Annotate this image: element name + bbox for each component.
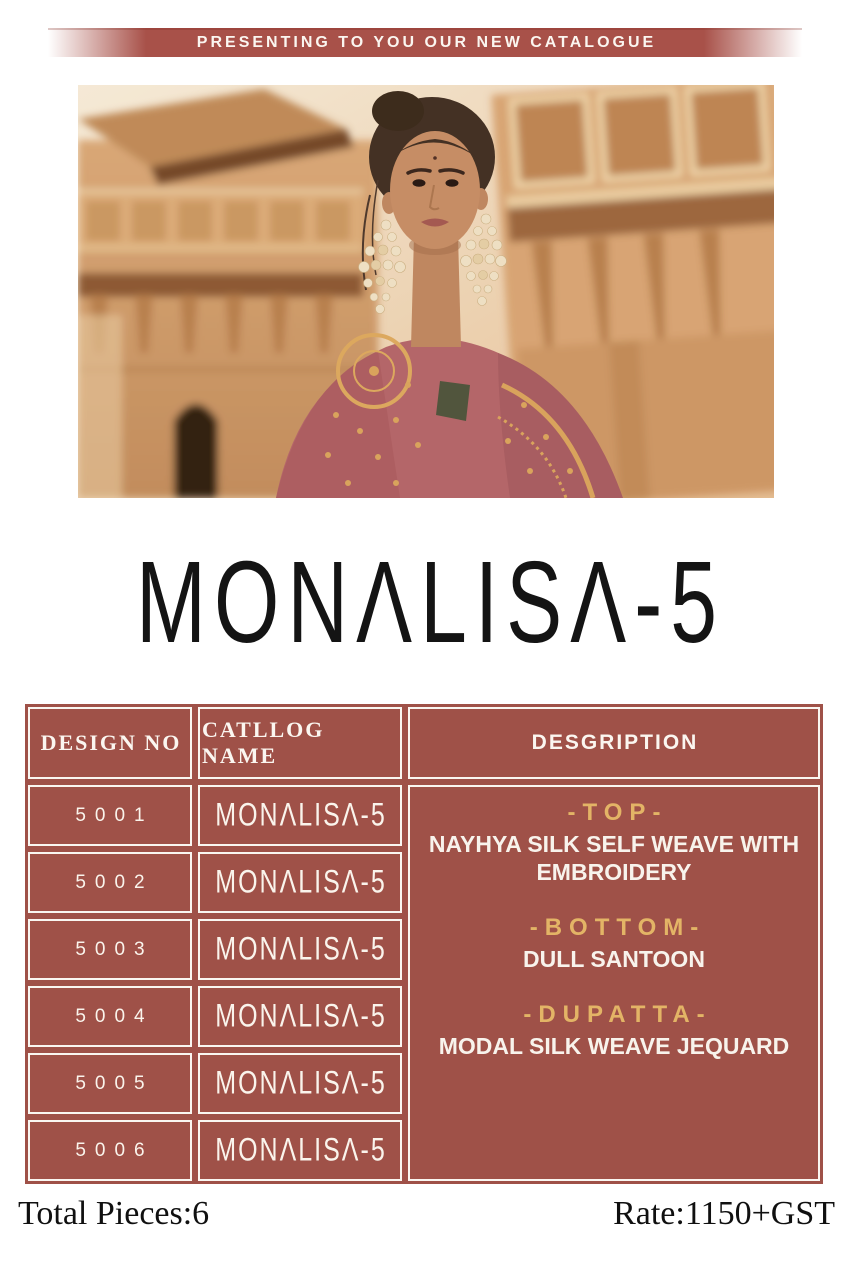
header-design-no: [25, 704, 195, 782]
header-description: [405, 704, 823, 782]
design-no-value: 5002: [75, 871, 154, 893]
model-photo-illustration: [78, 85, 774, 498]
description-cell: [405, 782, 823, 1184]
table-row-catalog-name: [195, 916, 405, 983]
design-no-value: 5006: [75, 1139, 154, 1161]
description-top-heading: -TOP-: [567, 799, 668, 826]
description-bottom-body: DULL SANTOON: [523, 946, 705, 973]
description-dupatta-body: MODAL SILK WEAVE JEQUARD: [438, 1033, 790, 1060]
header-catalog-name-label: CATLLOG NAME: [202, 717, 325, 768]
description-top-body: NAYHYA SILK SELF WEAVE WITH EMBROIDERY: [428, 831, 800, 886]
description-bottom-heading: -BOTTOM-: [529, 914, 706, 942]
design-no-value: 5003: [75, 938, 154, 960]
table-row-design-no: [25, 916, 195, 983]
header-description-label: DESGRIPTION: [531, 731, 699, 754]
catalog-name-value: MONΛLISΛ-5: [215, 997, 387, 1035]
table-row-design-no: [25, 983, 195, 1050]
table-row-design-no: [25, 849, 195, 916]
design-no-value: 5001: [75, 804, 154, 826]
catalog-name-value: MONΛLISΛ-5: [215, 796, 387, 834]
table-row-design-no: [25, 1117, 195, 1184]
catalog-name-value: MONΛLISΛ-5: [215, 1064, 387, 1102]
description-dupatta-heading: -DUPATTA-: [523, 1001, 712, 1029]
table-row-catalog-name: [195, 983, 405, 1050]
header-design-no-label: DESIGN NO: [40, 730, 182, 755]
table-row-design-no: [25, 1050, 195, 1117]
design-no-value: 5005: [75, 1072, 154, 1094]
table-row-catalog-name: [195, 782, 405, 849]
catalog-name-value: MONΛLISΛ-5: [215, 863, 387, 901]
total-pieces-label: Total Pieces:6: [18, 1195, 210, 1232]
table-row-catalog-name: [195, 1050, 405, 1117]
rate-label: Rate:1150+GST: [613, 1195, 835, 1232]
catalog-name-value: MONΛLISΛ-5: [215, 1131, 387, 1169]
header-catalog-name: [195, 704, 405, 782]
design-no-value: 5004: [75, 1005, 154, 1027]
presenting-banner: [48, 28, 802, 57]
table-row-catalog-name: [195, 849, 405, 916]
presenting-banner-text: PRESENTING TO YOU OUR NEW CATALOGUE: [196, 33, 657, 51]
table-row-catalog-name: [195, 1117, 405, 1184]
table-row-design-no: [25, 782, 195, 849]
catalogue-title: MONΛLISΛ-5: [136, 536, 725, 667]
catalog-name-value: MONΛLISΛ-5: [215, 930, 387, 968]
catalogue-table: [25, 704, 823, 1184]
hero-photo: [78, 85, 774, 498]
